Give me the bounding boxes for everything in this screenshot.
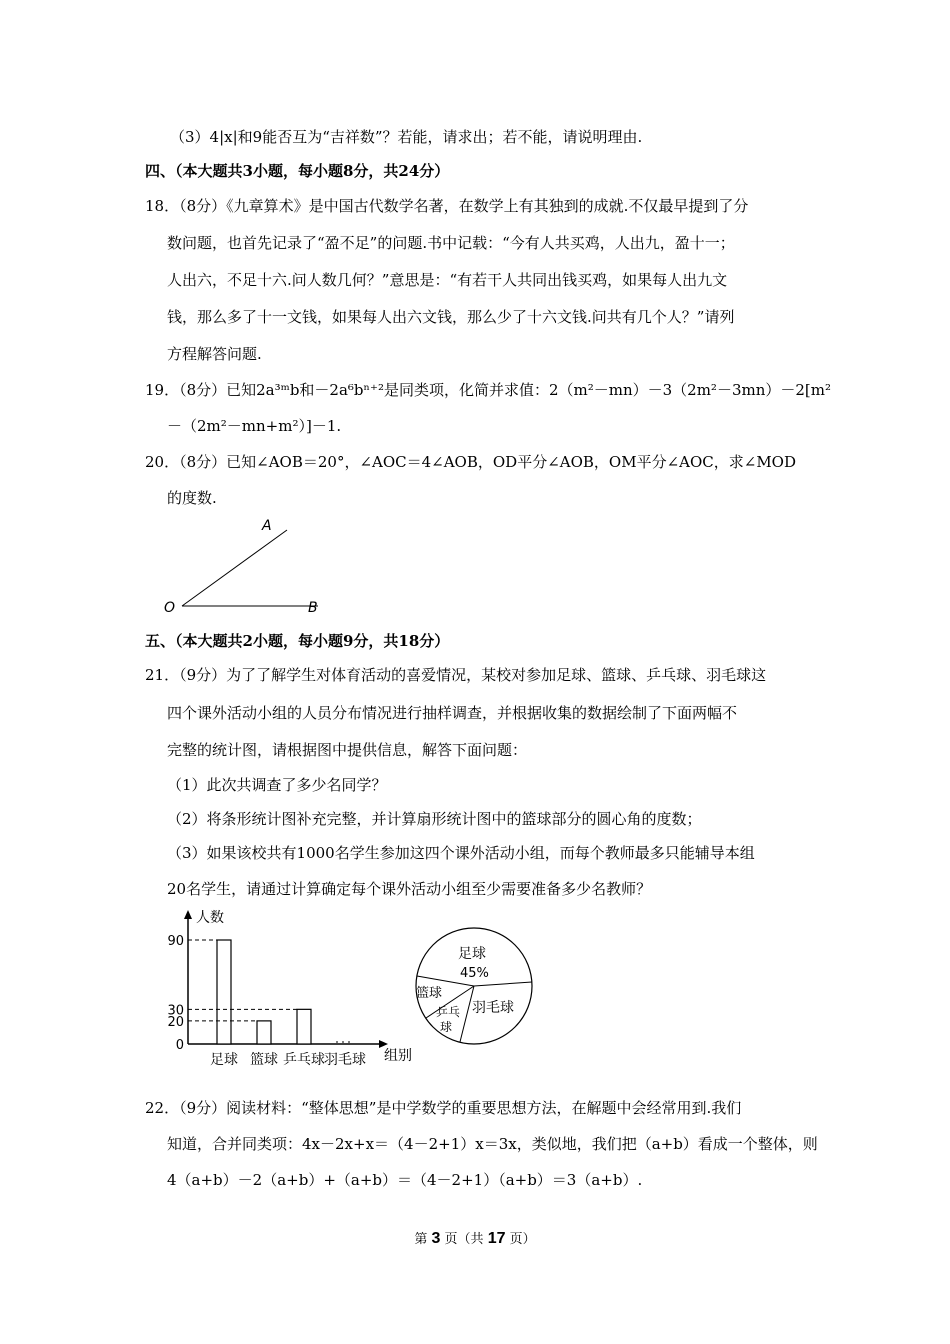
pie-label-football-pct: 45% [460, 966, 489, 981]
footer-page-number: 3 [431, 1230, 441, 1247]
x-axis-label: 组别 [384, 1048, 412, 1064]
footer-prefix: 第 [414, 1232, 428, 1247]
q18-line5: 方程解答问题. [167, 345, 262, 363]
pie-divider-1 [474, 982, 532, 986]
q20-line2: 的度数. [167, 489, 217, 507]
label-o: O [164, 600, 176, 616]
footer-middle: 页（共 [444, 1232, 484, 1247]
q20-line1: 20．（8分）已知∠AOB＝20°，∠AOC＝4∠AOB，OD平分∠AOB，OM平分∠AOC，求∠MOD [145, 453, 797, 471]
pie-label-pingpong-2: 球 [440, 1020, 453, 1034]
bar-0 [217, 940, 231, 1044]
q21-part3: （3）如果该校共有1000名学生参加这四个课外活动小组，而每个教师最多只能辅导本组 [167, 844, 755, 862]
label-a: A [262, 518, 272, 534]
section-4-heading: 四、（本大题共3小题，每小题8分，共24分） [145, 162, 450, 180]
q21-line3: 完整的统计图，请根据图中提供信息，解答下面问题： [167, 741, 528, 759]
ray-oa [182, 530, 287, 606]
y-tick-label: 90 [167, 934, 184, 949]
y-tick-label: 20 [167, 1014, 184, 1030]
bar-2 [297, 1009, 311, 1044]
q21-part2: （2）将条形统计图补充完整，并计算扇形统计图中的篮球部分的圆心角的度数； [167, 810, 702, 828]
y-axis-arrow [184, 910, 192, 919]
x-tick-label: 篮球 [250, 1052, 278, 1068]
pie-label-badminton: 羽毛球 [472, 1000, 514, 1016]
q21-line2: 四个课外活动小组的人员分布情况进行抽样调查，并根据收集的数据绘制了下面两幅不 [167, 704, 738, 722]
x-tick-label: 羽毛球 [324, 1052, 366, 1068]
x-tick-label: 乒乓球 [283, 1052, 325, 1068]
x-axis-arrow [379, 1040, 388, 1048]
footer-suffix: 页） [509, 1232, 536, 1247]
bar-chart [158, 908, 420, 1076]
q21-part1: （1）此次共调查了多少名同学？ [167, 776, 387, 794]
label-b: B [308, 600, 318, 616]
q19-line2: －（2m²－mn+m²）]－1. [167, 417, 342, 435]
y-tick-label: 30 [167, 1003, 184, 1019]
pie-label-pingpong-1: 乒乓 [436, 1005, 461, 1019]
bar-1 [257, 1021, 271, 1044]
pie-label-football: 足球 [458, 946, 486, 962]
section-5-heading: 五、（本大题共2小题，每小题9分，共18分） [145, 632, 450, 650]
footer-total-pages: 17 [487, 1230, 506, 1247]
q19-line1: 19．（8分）已知2a³ᵐb和－2a⁶bⁿ⁺²是同类项，化简并求值：2（m²－mn）－3（2m²－3mn）－2[m² [145, 381, 832, 399]
q21-line1: 21．（9分）为了了解学生对体育活动的喜爱情况，某校对参加足球、篮球、乒乓球、羽毛球这 [145, 666, 767, 684]
q22-line3: 4（a+b）－2（a+b）+（a+b）＝（4－2+1）（a+b）＝3（a+b）. [167, 1171, 643, 1189]
q22-line2: 知道，合并同类项：4x－2x+x＝（4－2+1）x＝3x，类似地，我们把（a+b）看成一个整体，则 [167, 1135, 818, 1153]
q18-line4: 钱，那么多了十一文钱，如果每人出六文钱，那么少了十六文钱.问共有几个人？”请列 [167, 308, 735, 326]
y-tick-label: 0 [175, 1038, 184, 1053]
x-tick-label: 足球 [210, 1052, 238, 1068]
angle-figure [150, 510, 350, 622]
y-axis-label: 人数 [196, 910, 224, 926]
page-footer [0, 1228, 950, 1248]
pie-label-basketball: 篮球 [416, 986, 443, 1001]
q21-part3-cont: 20名学生，请通过计算确定每个课外活动小组至少需要准备多少名教师？ [167, 880, 652, 898]
q17-part3: （3）4|x|和9能否互为“吉祥数”？若能，请求出；若不能，请说明理由. [170, 128, 643, 146]
q22-line1: 22．（9分）阅读材料：“整体思想”是中学数学的重要思想方法，在解题中会经常用到.我们 [145, 1099, 742, 1117]
q18-line3: 人出六，不足十六.问人数几何？”意思是：“有若干人共同出钱买鸡，如果每人出九文 [167, 271, 728, 289]
q18-line2: 数问题，也首先记录了“盈不足”的问题.书中记载：“今有人共买鸡，人出九，盈十一； [167, 234, 735, 252]
pie-chart [408, 922, 538, 1052]
q18-line1: 18．（8分）《九章算术》是中国古代数学名著，在数学上有其独到的成就.不仅最早提到了分 [145, 197, 749, 215]
